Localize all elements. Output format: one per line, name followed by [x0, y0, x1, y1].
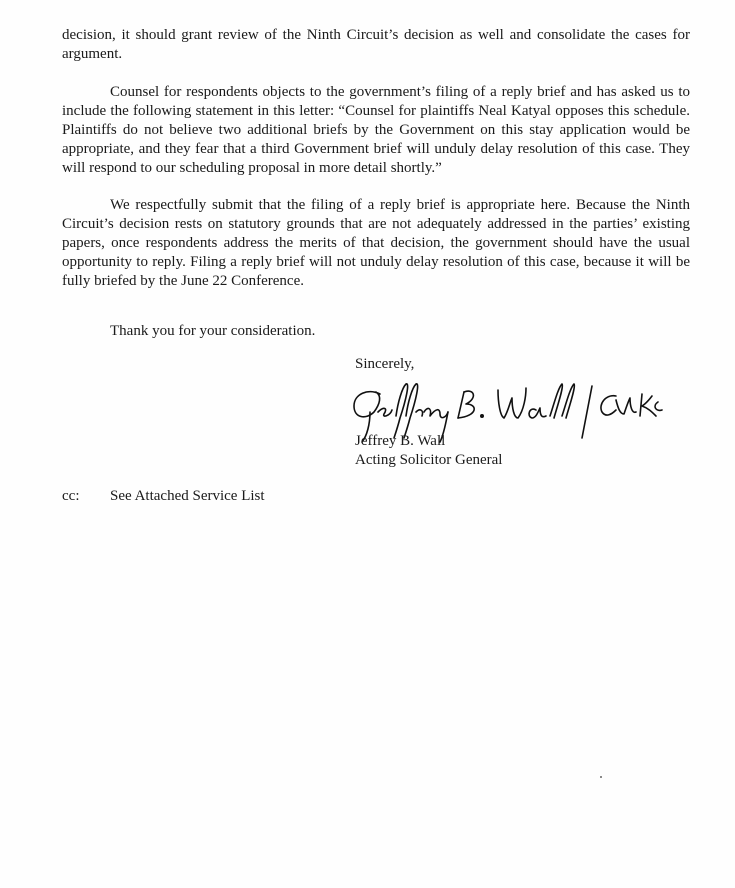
paragraph-2-text: Counsel for respondents objects to the government’s filing of a reply brief and has asked us to include the following statement in this letter: “Counsel for plaintiffs Neal Katyal opposes this schedule. Plaintiffs do not believe two additional briefs by the Government on this stay application would be appropriate, and they fear that a third Government brief will unduly delay resolution of this case. They will respond to our scheduling proposal in more detail shortly.” — [62, 84, 690, 176]
paragraph-reply-brief — [62, 196, 690, 291]
cc-label: cc: — [62, 488, 80, 504]
cc-recipients: See Attached Service List — [110, 488, 265, 504]
paragraph-1-text: decision, it should grant review of the Ninth Circuit’s decision as well and consolidate the cases for argument. — [62, 27, 690, 62]
signatory-title: Acting Solicitor General — [355, 452, 503, 468]
paragraph-decision-review — [62, 26, 690, 64]
paragraph-respondents-objection — [62, 83, 690, 178]
valediction: Sincerely, — [355, 356, 415, 372]
scan-speck — [600, 776, 602, 778]
signatory-name: Jeffrey B. Wall — [355, 433, 446, 449]
closing-thanks: Thank you for your consideration. — [110, 323, 316, 339]
paragraph-3-text: We respectfully submit that the filing of a reply brief is appropriate here. Because the Ninth Circuit’s decision rests on statutory grounds that are not adequately addressed in the parties’ existing papers, once respondents address the merits of that decision, the government should have the usual opportunity to reply. Filing a reply brief will not unduly delay resolution of this case, because it will be fully briefed by the June 22 Conference. — [62, 197, 690, 289]
